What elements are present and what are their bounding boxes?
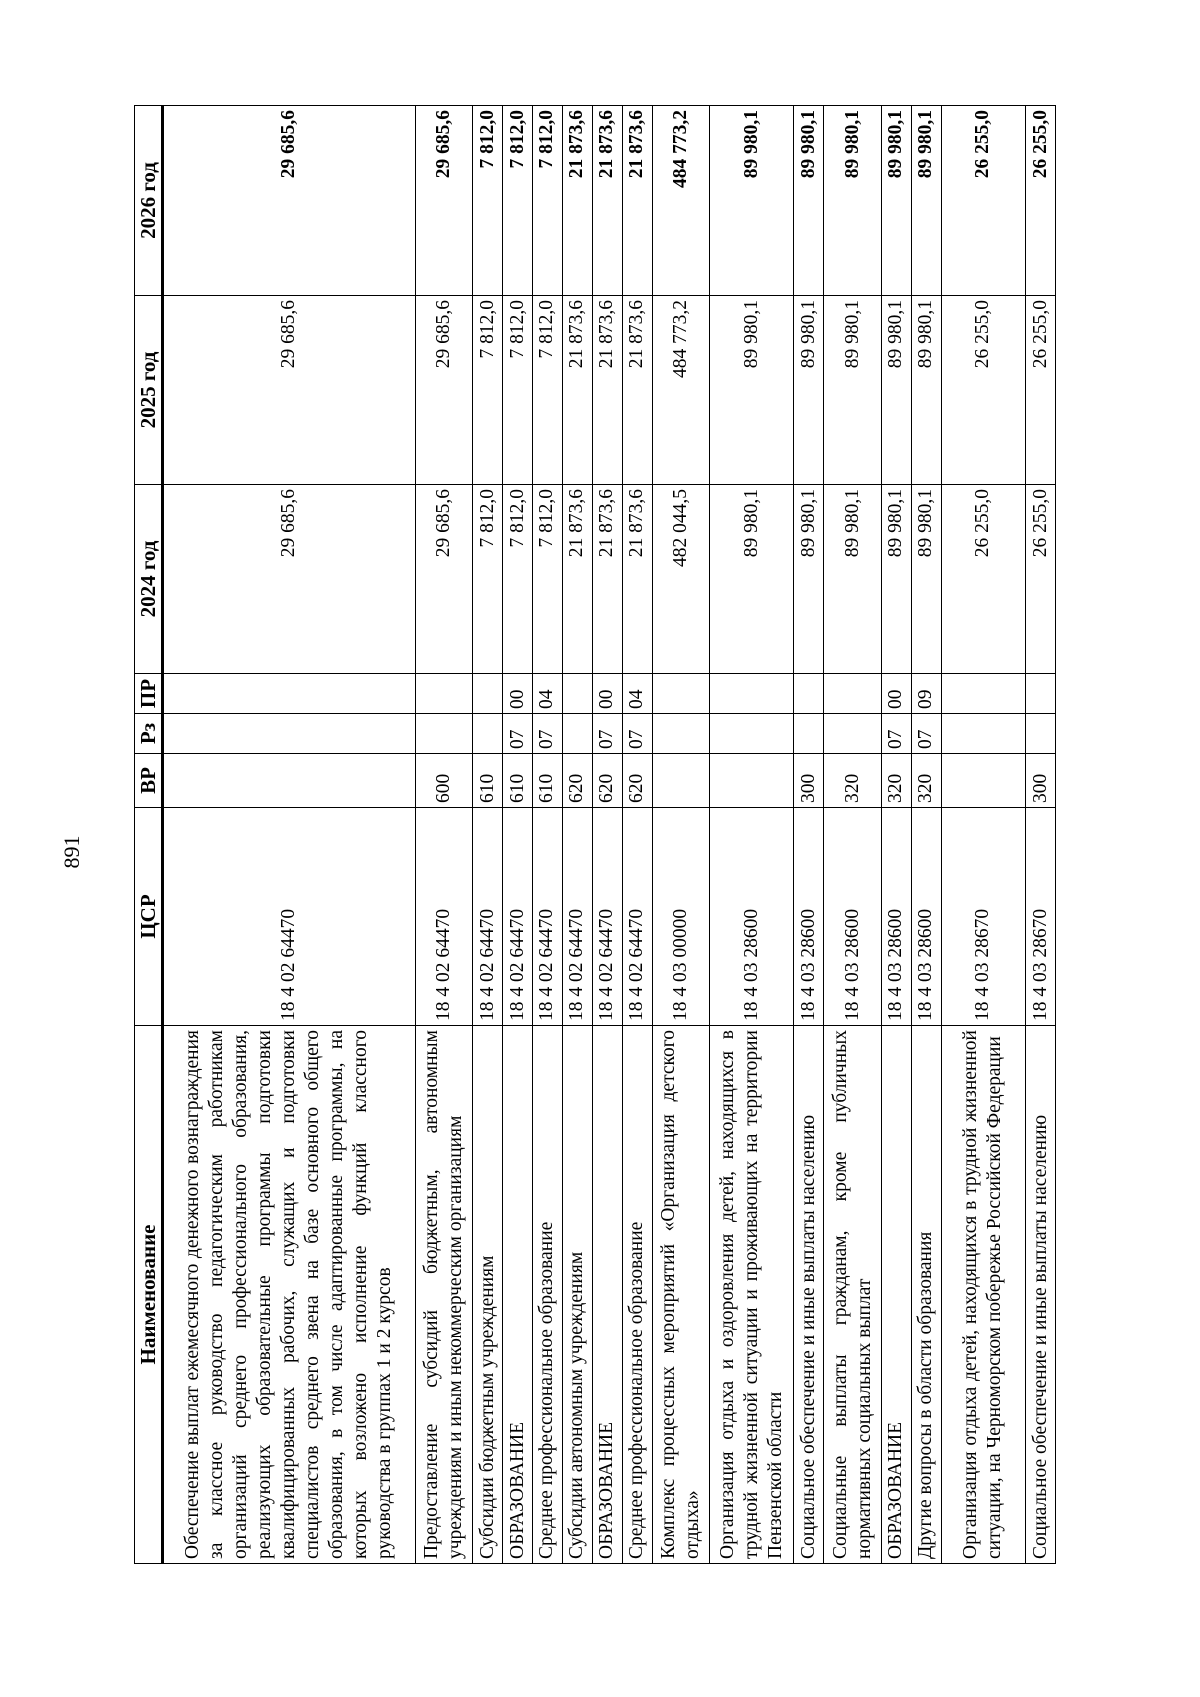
table-row [503,106,533,1564]
row-pr [562,674,592,714]
row-csr: 18 4 03 28600 [911,808,941,1026]
table-row [941,106,1025,1564]
table-row [1026,106,1056,1564]
header-vr: ВР [135,754,163,808]
row-rz [941,714,1025,754]
row-rz [562,714,592,754]
row-rz: 07 [533,714,563,754]
row-vr: 610 [533,754,563,808]
row-2025: 26 255,0 [941,296,1025,485]
row-csr: 18 4 03 00000 [652,808,710,1026]
row-name: ОБРАЗОВАНИЕ [503,1026,533,1564]
row-rz: 07 [592,714,622,754]
row-2024: 7 812,0 [473,485,503,674]
row-pr [1026,674,1056,714]
row-rz: 07 [911,714,941,754]
row-csr: 18 4 02 64470 [533,808,563,1026]
row-pr: 00 [881,674,911,714]
row-vr: 300 [1026,754,1056,808]
row-name: Обеспечение выплат ежемесячного денежного вознаграждения за классное руководство педагогическим работникам организаций среднего профессионального образования, реализующих образовательные программы подготовки квалифицированных рабочих, служащих и подготовки специалистов среднего звена на базе основного общего образования, в том числе адаптированные программы, на которых возложено исполнение функций классного руководства в группах 1 и 2 курсов [163,1026,416,1564]
row-name: Социальные выплаты гражданам, кроме публичных нормативных социальных выплат [824,1026,882,1564]
row-2025: 89 980,1 [794,296,824,485]
row-vr: 620 [622,754,652,808]
row-rz [1026,714,1056,754]
row-name: Социальное обеспечение и иные выплаты населению [1026,1026,1056,1564]
row-2026: 26 255,0 [941,106,1025,296]
row-name: Организация отдыха и оздоровления детей, находящихся в трудной жизненной ситуации и проживающих на территории Пензенской области [710,1026,794,1564]
row-2026: 89 980,1 [911,106,941,296]
row-2025: 7 812,0 [503,296,533,485]
row-2024: 89 980,1 [794,485,824,674]
row-pr [794,674,824,714]
row-csr: 18 4 02 64470 [592,808,622,1026]
row-csr: 18 4 02 64470 [503,808,533,1026]
row-2025: 21 873,6 [562,296,592,485]
row-name: Организация отдыха детей, находящихся в трудной жизненной ситуации, на Черноморском побережье Российской Федерации [941,1026,1025,1564]
row-2025: 29 685,6 [415,296,473,485]
row-csr: 18 4 03 28600 [881,808,911,1026]
table-row [794,106,824,1564]
row-2025: 7 812,0 [533,296,563,485]
row-vr: 600 [415,754,473,808]
table-row [592,106,622,1564]
row-vr [163,754,416,808]
row-2024: 7 812,0 [503,485,533,674]
row-pr: 09 [911,674,941,714]
row-pr: 00 [592,674,622,714]
row-rz [652,714,710,754]
table-body [163,106,1056,1564]
row-rz: 07 [881,714,911,754]
row-vr: 320 [824,754,882,808]
row-pr [710,674,794,714]
row-csr: 18 4 03 28600 [824,808,882,1026]
row-2026: 89 980,1 [881,106,911,296]
row-2024: 89 980,1 [881,485,911,674]
header-pr: ПР [135,674,163,714]
row-2025: 21 873,6 [622,296,652,485]
row-2025: 26 255,0 [1026,296,1056,485]
row-2024: 482 044,5 [652,485,710,674]
row-rz: 07 [622,714,652,754]
row-rz: 07 [503,714,533,754]
row-rz [710,714,794,754]
row-pr: 04 [533,674,563,714]
row-name: Предоставление субсидий бюджетным, автономным учреждениям и иным некоммерческим организациям [415,1026,473,1564]
row-2024: 7 812,0 [533,485,563,674]
row-2026: 7 812,0 [503,106,533,296]
header-name: Наименование [135,1026,163,1564]
row-2024: 26 255,0 [941,485,1025,674]
row-2025: 7 812,0 [473,296,503,485]
row-pr: 00 [503,674,533,714]
row-2024: 89 980,1 [824,485,882,674]
row-2025: 89 980,1 [881,296,911,485]
row-csr: 18 4 03 28670 [941,808,1025,1026]
table-row [824,106,882,1564]
row-2025: 89 980,1 [824,296,882,485]
row-2026: 26 255,0 [1026,106,1056,296]
table-row [163,106,416,1564]
row-csr: 18 4 03 28600 [794,808,824,1026]
header-csr: ЦСР [135,808,163,1026]
row-2026: 7 812,0 [473,106,503,296]
row-2026: 29 685,6 [415,106,473,296]
header-rz: Рз [135,714,163,754]
row-rz [794,714,824,754]
row-2026: 29 685,6 [163,106,416,296]
row-vr: 300 [794,754,824,808]
row-2026: 484 773,2 [652,106,710,296]
row-name: Субсидии бюджетным учреждениям [473,1026,503,1564]
row-vr: 620 [592,754,622,808]
row-2025: 484 773,2 [652,296,710,485]
row-name: Среднее профессиональное образование [533,1026,563,1564]
row-vr: 320 [881,754,911,808]
row-vr: 620 [562,754,592,808]
row-pr [473,674,503,714]
row-vr: 610 [503,754,533,808]
page-number: 891 [59,835,84,869]
row-2024: 26 255,0 [1026,485,1056,674]
row-pr: 04 [622,674,652,714]
row-pr [415,674,473,714]
row-name: Субсидии автономным учреждениям [562,1026,592,1564]
row-csr: 18 4 02 64470 [562,808,592,1026]
table-row [473,106,503,1564]
budget-table [134,105,1056,1564]
row-2026: 21 873,6 [592,106,622,296]
row-vr: 610 [473,754,503,808]
row-csr: 18 4 02 64470 [163,808,416,1026]
row-2026: 21 873,6 [562,106,592,296]
row-name: Комплекс процессных мероприятий «Организация детского отдыха» [652,1026,710,1564]
table-row [562,106,592,1564]
row-2024: 21 873,6 [592,485,622,674]
row-2026: 89 980,1 [824,106,882,296]
header-2024: 2024 год [135,485,163,674]
row-vr: 320 [911,754,941,808]
row-2024: 29 685,6 [415,485,473,674]
table-row [911,106,941,1564]
row-pr [163,674,416,714]
table-header-row [135,106,163,1564]
row-2025: 21 873,6 [592,296,622,485]
row-csr: 18 4 03 28600 [710,808,794,1026]
header-2025: 2025 год [135,296,163,485]
row-rz [473,714,503,754]
row-2026: 7 812,0 [533,106,563,296]
row-2024: 21 873,6 [622,485,652,674]
row-rz [163,714,416,754]
row-pr [824,674,882,714]
row-csr: 18 4 03 28670 [1026,808,1056,1026]
row-2026: 21 873,6 [622,106,652,296]
row-2024: 89 980,1 [911,485,941,674]
table-row [881,106,911,1564]
row-name: ОБРАЗОВАНИЕ [592,1026,622,1564]
row-2024: 29 685,6 [163,485,416,674]
row-csr: 18 4 02 64470 [415,808,473,1026]
row-vr [941,754,1025,808]
row-2026: 89 980,1 [794,106,824,296]
row-name: Среднее профессиональное образование [622,1026,652,1564]
row-vr [652,754,710,808]
row-name: ОБРАЗОВАНИЕ [881,1026,911,1564]
row-2025: 89 980,1 [710,296,794,485]
table-row [415,106,473,1564]
row-2026: 89 980,1 [710,106,794,296]
row-rz [824,714,882,754]
row-rz [415,714,473,754]
table-row [533,106,563,1564]
row-csr: 18 4 02 64470 [473,808,503,1026]
header-2026: 2026 год [135,106,163,296]
row-pr [652,674,710,714]
row-name: Другие вопросы в области образования [911,1026,941,1564]
row-2025: 29 685,6 [163,296,416,485]
row-2024: 21 873,6 [562,485,592,674]
budget-table-container [134,106,1056,1564]
table-row [652,106,710,1564]
row-pr [941,674,1025,714]
row-2025: 89 980,1 [911,296,941,485]
row-name: Социальное обеспечение и иные выплаты населению [794,1026,824,1564]
table-row [622,106,652,1564]
row-csr: 18 4 02 64470 [622,808,652,1026]
row-2024: 89 980,1 [710,485,794,674]
table-row [710,106,794,1564]
row-vr [710,754,794,808]
